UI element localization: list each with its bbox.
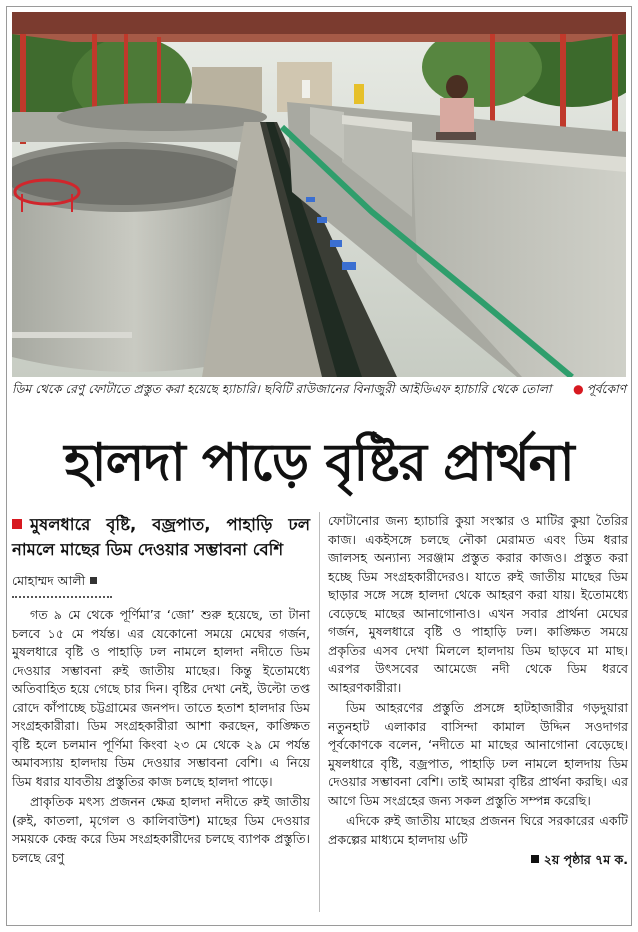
paragraph: ফোটানোর জন্য হ্যাচারি কুয়া সংস্কার ও মাটির কুয়া তৈরির কাজ। একইসঙ্গে চলছে নৌকা মেরামত এবং ডিম ধরার জালসহ অন্যান্য সরঞ্জাম প্রস্তুত করার কাজও। প্রস্তুত করা হচ্ছে ডিম সংগ্রহকারীদেরও। যাতে রুই জাতীয় মাছের ডিম ছাড়ার সঙ্গে সঙ্গে হালদা থেকে আহরণ করা যায়। ইতোমধ্যে বেড়েছে মাছের আনাগোনাও। এখন সবার প্রার্থনা মেঘের গর্জন, মুষলধারে বৃষ্টি ও পাহাড়ি ঢল। কাঙ্ক্ষিত সময়ে প্রকৃতির এসব দেখা মিললে হালদায় ডিম ছাড়বে মা মাছ। এরপর উৎসবের আমেজে নদী থেকে ডিম ধরবে আহরণকারীরা।	[328, 513, 628, 695]
jump-square-icon	[531, 855, 539, 863]
left-column	[12, 512, 310, 867]
byline-text: মোহাম্মদ আলী	[12, 573, 86, 588]
subheadline	[12, 512, 310, 562]
credit-dot-icon: ●	[572, 382, 584, 396]
dotted-divider	[12, 592, 112, 598]
paragraph: গত ৯ মে থেকে পূর্ণিমা’র ‘জো’ শুরু হয়েছে, তা টানা চলবে ১৫ মে পর্যন্ত। এর যেকোনো সময়ে মেঘের গর্জন, মুষলধারে বৃষ্টি ও পাহাড়ি ঢল নামলে হালদা নদীতে ডিম দেওয়ার সম্ভাবনা রুই জাতীয় মাছের। কিন্তু ইতোমধ্যে অতিবাহিত হয়ে গেছে চার দিন। বৃষ্টির দেখা নেই, উল্টো তপ্ত রোদে কাঁপাচ্ছে চট্টগ্রামের জনপদ। তাতে হতাশ হালদার ডিম সংগ্রহকারীরা। ডিম সংগ্রহকারীরা আশা করছেন, কাঙ্ক্ষিত বৃষ্টি হলে চলমান পূর্ণিমা কিংবা ২৩ মে থেকে ২৯ মে পর্যন্ত অমাবস্যায় হালদায় ডিম দেওয়ার সম্ভাবনা বেশি। এ নিয়ে ডিম ধরার যাবতীয় প্রস্তুতির কাজ চলছে হালদা পাড়ে।	[12, 607, 310, 789]
caption-text: ডিম থেকে রেণু ফোটাতে প্রস্তুত করা হয়েছে হ্যাচারি। ছবিটি রাউজানের বিনাজুরী আইডিএফ হ্যাচারি থেকে তোলা	[12, 382, 552, 396]
paragraph: প্রাকৃতিক মৎস্য প্রজনন ক্ষেত্র হালদা নদীতে রুই জাতীয় (রুই, কাতলা, মৃগেল ও কালিবাউশ) মাছের ডিম দেওয়ার সময়কে কেন্দ্র করে ডিম সংগ্রহকারীদের চলছে ব্যাপক প্রস্তুতি। চলছে রেণু	[12, 794, 310, 865]
headline: হালদা পাড়ে বৃষ্টির প্রার্থনা	[64, 433, 574, 493]
hatchery-photo-illustration	[12, 12, 626, 377]
continuation-jump	[328, 851, 628, 869]
red-square-icon	[12, 519, 22, 529]
byline-square-icon	[90, 577, 97, 584]
column-divider	[319, 512, 320, 912]
subheadline-text: মুষলধারে বৃষ্টি, বজ্রপাত, পাহাড়ি ঢল নামলে মাছের ডিম দেওয়ার সম্ভাবনা বেশি	[12, 515, 310, 559]
paragraph: ডিম আহরণের প্রস্তুতি প্রসঙ্গে হাটহাজারীর গড়দুয়ারা নতুনহাট এলাকার বাসিন্দা কামাল উদ্দিন সওদাগর পূর্বকোণকে বলেন, ‘নদীতে মা মাছের আনাগোনা বেড়েছে। মুষলধারে বৃষ্টি, বজ্রপাত, পাহাড়ি ঢল নামলে হালদায় ডিম দেওয়ার সম্ভাবনা বেশি। তাই আমরা বৃষ্টির প্রার্থনা করছি। এর আগে ডিম সংগ্রহের জন্য সকল প্রস্তুতি সম্পন্ন করেছি।	[328, 700, 628, 808]
paragraph: এদিকে রুই জাতীয় মাছের প্রজনন ঘিরে সরকারের একটি প্রকল্পের মাধ্যমে হালদায় ৬টি	[328, 813, 628, 847]
jump-text: ২য় পৃষ্ঠার ৭ম ক.	[543, 852, 628, 867]
hatchery-photo	[12, 12, 626, 377]
photo-caption	[12, 380, 626, 398]
right-column	[328, 512, 628, 869]
byline	[12, 572, 310, 590]
photo-credit	[573, 380, 626, 398]
credit-text: পূর্বকোণ	[586, 382, 626, 396]
